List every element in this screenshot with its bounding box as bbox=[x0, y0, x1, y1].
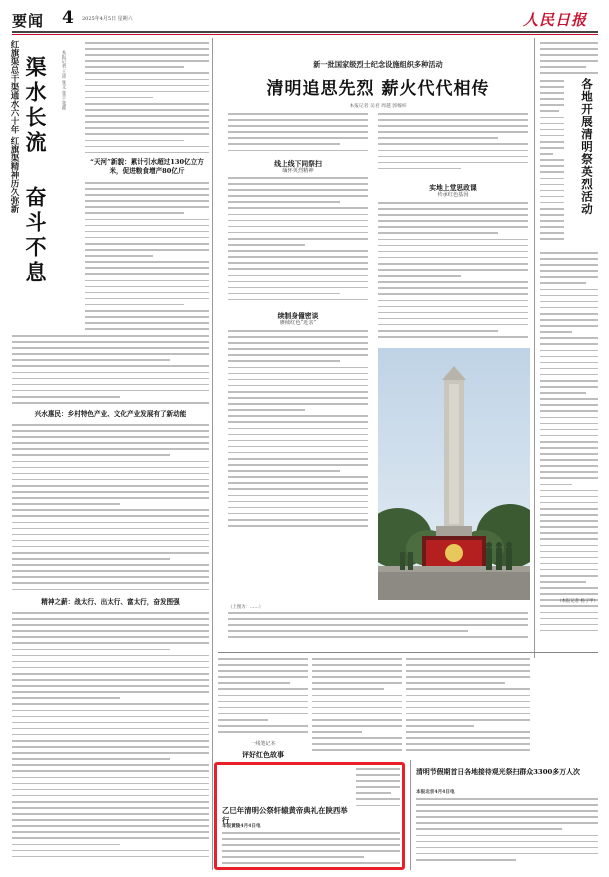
memorial-photo bbox=[378, 348, 530, 600]
center-subhead-1: 线上线下同祭扫 bbox=[274, 160, 322, 168]
left-headline-1: 渠水长流 bbox=[23, 56, 48, 156]
header-rule bbox=[12, 31, 598, 33]
right-author: （本报记者 杨子甲） bbox=[557, 599, 598, 604]
header-rule-red bbox=[12, 34, 598, 35]
commentary-title: 评好红色故事 bbox=[242, 750, 284, 759]
lower-center-col-1 bbox=[218, 658, 308, 738]
center-body-col1-c bbox=[228, 330, 368, 530]
bottom-right-dateline: 本报北京4月4日电 bbox=[416, 790, 455, 795]
left-byline: 本报记者 王沛 张文 张丰 张鑫 bbox=[61, 50, 66, 110]
center-kicker: 新一批国家级烈士纪念设施组织多种活动 bbox=[313, 60, 443, 69]
photo-caption: （上图为：……） bbox=[228, 605, 264, 610]
lower-right-divider bbox=[410, 760, 411, 870]
center-subhead-3: 实地上堂思政课 bbox=[429, 184, 477, 192]
center-subhead-6: 赓续红色“近亲” bbox=[279, 320, 317, 326]
center-subhead-4: 传承红色基因 bbox=[437, 192, 469, 198]
lower-center-col-2 bbox=[312, 658, 402, 758]
page-number: 4 bbox=[62, 8, 74, 28]
left-subhead-2: 兴水惠民：乡村特色产业、文化产业发展有了新动能 bbox=[34, 410, 187, 418]
highlighted-story-dateline: 本报黄陵4月4日电 bbox=[222, 824, 261, 829]
highlighted-story-body bbox=[222, 832, 400, 866]
bottom-right-headline: 清明节假期首日各地接待观光祭扫群众3300多万人次 bbox=[416, 768, 580, 776]
center-body-col2-a bbox=[378, 113, 528, 173]
center-body-col1-b bbox=[228, 177, 368, 305]
right-body-b bbox=[540, 252, 598, 652]
right-headline: 各地开展清明祭英烈活动 bbox=[580, 78, 594, 216]
bottom-right-body bbox=[416, 798, 598, 864]
commentary-label: 一线笔记本 bbox=[250, 741, 276, 747]
center-headline: 清明追思先烈 薪火代代相传 bbox=[266, 79, 490, 99]
left-body-full-2 bbox=[12, 424, 209, 594]
center-subhead-2: 缅怀英烈精神 bbox=[282, 168, 314, 174]
highlighted-story-headline: 乙巳年清明公祭轩辕黄帝典礼在陕西举行 bbox=[222, 806, 348, 825]
center-body-col2-b bbox=[378, 202, 528, 342]
right-body-top bbox=[540, 42, 598, 76]
masthead-logo: 人民日报 bbox=[523, 11, 588, 29]
section-name: 要闻 bbox=[12, 12, 45, 30]
lower-center-rule bbox=[218, 652, 598, 653]
left-headline-2: 奋斗不息 bbox=[23, 186, 48, 286]
memorial-photo-image bbox=[378, 348, 530, 600]
lower-center-col-3 bbox=[406, 658, 530, 758]
caption-text-lines bbox=[228, 612, 528, 642]
center-subhead-5: 续制身僮密谈 bbox=[277, 312, 319, 320]
center-body-col1-a bbox=[228, 113, 368, 155]
right-body-a bbox=[540, 80, 564, 250]
center-right-divider bbox=[534, 38, 535, 658]
center-byline: 本报记者 吴君 周越 郭榛梓 bbox=[349, 104, 407, 109]
left-body-top bbox=[85, 42, 209, 154]
left-body-mid bbox=[85, 182, 209, 332]
left-body-full-3 bbox=[12, 612, 209, 862]
left-body-full-1 bbox=[12, 335, 209, 407]
highlighted-story-lead bbox=[356, 768, 400, 808]
left-subhead-3: 精神之薪：战太行、出太行、富太行，奋发图强 bbox=[41, 598, 180, 606]
issue-date: 2025年4月5日 星期六 bbox=[82, 16, 133, 22]
left-kicker: 红旗渠总干渠通水六十年 红旗渠精神历久弥新 bbox=[9, 40, 19, 213]
left-column-divider bbox=[212, 38, 213, 870]
left-subhead-1: “天河”新貌：累计引水超过130亿立方米，促进粮食增产80亿斤 bbox=[90, 158, 204, 175]
